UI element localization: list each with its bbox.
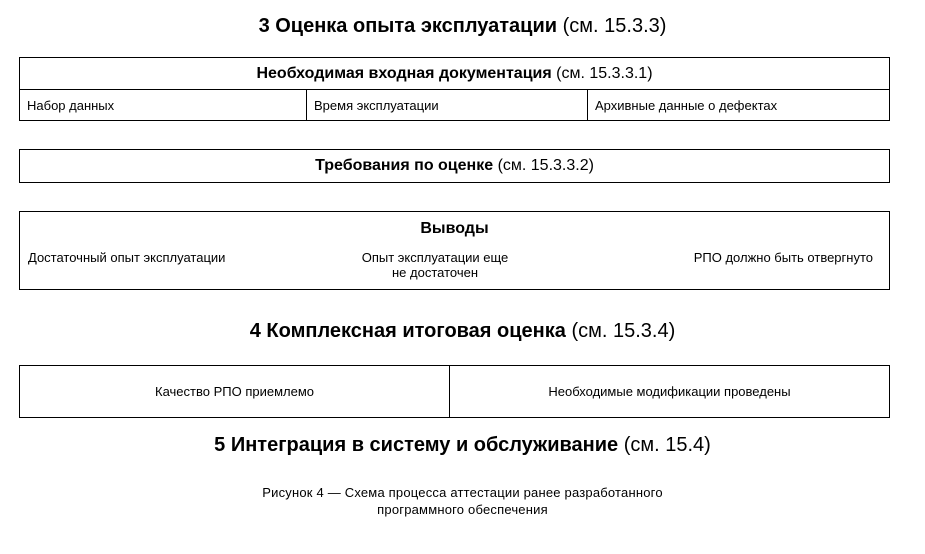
requirements-box [19, 149, 890, 183]
section-5-ref: (см. 15.4) [623, 434, 711, 456]
requirements-ref: (см. 15.3.3.2) [497, 157, 594, 174]
figure-caption-line2: программного обеспечения [377, 502, 548, 517]
input-docs-row [20, 90, 889, 121]
conclusion-insufficient-line1: Опыт эксплуатации еще [361, 250, 509, 265]
conclusions-box [19, 211, 890, 290]
section-4-heading [0, 319, 925, 343]
conclusions-title: Выводы [420, 220, 489, 237]
section-4-ref: (см. 15.3.4) [571, 320, 676, 342]
conclusion-insufficient [320, 250, 550, 280]
conclusion-insufficient-line2: не достаточен [391, 265, 479, 280]
final-quality-acceptable: Качество РПО приемлемо [155, 384, 314, 399]
conclusion-rejected: РПО должно быть отвергнуто [693, 250, 873, 265]
requirements-title: Требования по оценке [315, 157, 494, 174]
section-3-ref: (см. 15.3.3) [562, 15, 667, 37]
section-5-heading [0, 433, 925, 457]
input-docs-title-text: Необходимая входная документация [256, 65, 552, 82]
input-docs-box [19, 57, 890, 121]
input-docs-title [20, 58, 889, 90]
final-evaluation-box [19, 365, 890, 418]
conclusion-sufficient: Достаточный опыт эксплуатации [28, 250, 226, 265]
figure-caption [0, 484, 925, 518]
final-modifications-done: Необходимые модификации проведены [449, 366, 889, 417]
section-3-heading [0, 14, 925, 38]
input-doc-dataset: Набор данных [27, 98, 115, 113]
input-docs-ref: (см. 15.3.3.1) [556, 65, 653, 82]
input-doc-operating-time: Время эксплуатации [306, 90, 587, 121]
figure-caption-line1: Рисунок 4 — Схема процесса аттестации ранее разработанного [262, 485, 663, 500]
input-doc-defect-archive: Архивные данные о дефектах [587, 90, 889, 121]
section-3-title: 3 Оценка опыта эксплуатации [258, 15, 558, 37]
section-4-title: 4 Комплексная итоговая оценка [249, 320, 566, 342]
section-5-title: 5 Интеграция в систему и обслуживание [214, 434, 619, 456]
